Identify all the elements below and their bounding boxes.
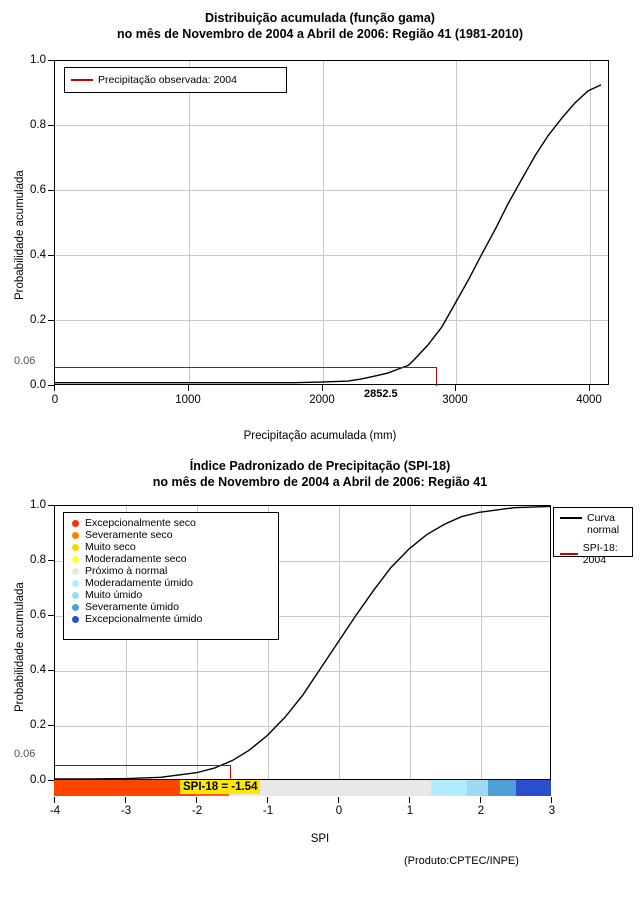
cbar-seg-severamente-umido: [488, 780, 516, 796]
bottom-chart-title: [0, 458, 640, 490]
cbar-seg-excepcionalmente-seco: [54, 780, 196, 796]
legend-item-severamente-umido: [64, 601, 278, 613]
black-line-swatch-icon: [560, 517, 582, 519]
top-y-tick-2: 0.4: [30, 249, 46, 261]
bottom-y-tick-2: 0.4: [30, 664, 46, 676]
legend-item-label: Moderadamente úmido: [85, 577, 193, 589]
red-line-swatch-icon: [71, 79, 93, 81]
legend-item-label: Curva normal: [587, 512, 620, 536]
bottom-x-axis-label: SPI: [310, 833, 330, 845]
category-color-swatch-icon: [72, 532, 79, 539]
top-prob-guide-line: [55, 367, 436, 368]
spi-value-badge: SPI-18 = -1.54: [180, 780, 260, 794]
bottom-y-tick-5: 1.0: [30, 499, 46, 511]
legend-item-label: Severamente seco: [85, 529, 173, 541]
category-color-swatch-icon: [72, 580, 79, 587]
legend-item-muito-umido: [64, 589, 278, 601]
top-y-axis-label: Probabilidade acumulada: [14, 170, 26, 300]
legend-item-label: Próximo à normal: [85, 565, 168, 577]
bottom-x-tick-0: -4: [49, 805, 61, 817]
produto-credit: (Produto:CPTEC/INPE): [404, 855, 519, 867]
bottom-title-line-1: Índice Padronizado de Precipitação (SPI-18): [189, 459, 451, 473]
bottom-x-tick-4: 0: [335, 805, 343, 817]
legend-item-spi-2004: [554, 542, 632, 566]
bottom-value-guide-line: [230, 765, 231, 781]
legend-item-label: SPI-18: 2004: [582, 542, 618, 566]
cbar-seg-moderadamente-umido: [431, 780, 467, 796]
bottom-x-tick-1: -3: [120, 805, 132, 817]
bottom-x-tick-7: 3: [548, 805, 556, 817]
top-legend-row-observed: [65, 74, 286, 86]
bottom-y-tick-4: 0.8: [30, 554, 46, 566]
top-curve: [55, 61, 608, 384]
bottom-category-legend: [63, 512, 279, 640]
red-line-swatch-icon: [560, 553, 578, 555]
top-chart-title: [0, 10, 640, 42]
top-title-line-1: Distribuição acumulada (função gama): [205, 11, 435, 25]
legend-item-excepcionalmente-umido: [64, 613, 278, 625]
cbar-seg-muito-umido: [467, 780, 488, 796]
legend-item-label: Moderadamente seco: [85, 553, 187, 565]
bottom-plot-area: [54, 505, 551, 780]
bottom-prob-label: 0.06: [14, 748, 36, 760]
bottom-y-tick-0: 0.0: [30, 774, 46, 786]
top-legend-label: Precipitação observada: 2004: [98, 74, 237, 86]
category-color-swatch-icon: [72, 616, 79, 623]
top-y-tick-3: 0.6: [30, 184, 46, 196]
category-color-swatch-icon: [72, 520, 79, 527]
cbar-seg-excepcionalmente-umido: [516, 780, 551, 796]
category-color-swatch-icon: [72, 544, 79, 551]
legend-item-proximo-a-normal: [64, 565, 278, 577]
bottom-x-tick-3: -1: [262, 805, 274, 817]
bottom-x-tick-6: 2: [477, 805, 485, 817]
top-y-tick-5: 1.0: [30, 54, 46, 66]
top-x-tick-0: 0: [51, 394, 59, 406]
top-legend: [64, 67, 287, 93]
legend-item-label: Muito seco: [85, 541, 136, 553]
category-color-swatch-icon: [72, 592, 79, 599]
category-color-swatch-icon: [72, 568, 79, 575]
legend-item-muito-seco: [64, 541, 278, 553]
bottom-curve-legend: [553, 507, 633, 566]
top-plot-area: [54, 60, 609, 385]
legend-item-label: Severamente úmido: [85, 601, 179, 613]
legend-item-label: Excepcionalmente seco: [85, 517, 196, 529]
category-color-swatch-icon: [72, 556, 79, 563]
cbar-seg-proximo-a-normal: [359, 780, 431, 796]
legend-item-moderadamente-seco: [64, 553, 278, 565]
top-value-annotation: 2852.5: [364, 388, 398, 400]
top-x-tick-1: 1000: [175, 394, 201, 406]
spi-chart: [0, 450, 640, 900]
legend-item-label: Muito úmido: [85, 589, 143, 601]
legend-item-label: Excepcionalmente úmido: [85, 613, 203, 625]
category-color-swatch-icon: [72, 604, 79, 611]
legend-item-excepcionalmente-seco: [64, 517, 278, 529]
bottom-y-tick-1: 0.2: [30, 719, 46, 731]
top-x-tick-3: 3000: [442, 394, 468, 406]
bottom-y-tick-3: 0.6: [30, 609, 46, 621]
top-x-tick-2: 2000: [309, 394, 335, 406]
top-title-line-2: no mês de Novembro de 2004 a Abril de 2006: Região 41 (1981-2010): [117, 27, 523, 41]
top-y-tick-4: 0.8: [30, 119, 46, 131]
legend-item-moderadamente-umido: [64, 577, 278, 589]
top-prob-label: 0.06: [14, 355, 36, 367]
bottom-title-line-2: no mês de Novembro de 2004 a Abril de 2006: Região 41: [152, 475, 488, 489]
top-value-guide-line: [436, 367, 437, 386]
legend-item-curva-normal: [554, 512, 632, 536]
bottom-prob-guide-line: [55, 765, 230, 766]
top-y-tick-0: 0.0: [30, 379, 46, 391]
bottom-x-tick-5: 1: [406, 805, 414, 817]
bottom-x-tick-2: -2: [191, 805, 203, 817]
top-x-axis-label: Precipitação acumulada (mm): [243, 430, 397, 442]
bottom-y-axis-label: Probabilidade acumulada: [14, 582, 26, 712]
top-x-tick-4: 4000: [576, 394, 602, 406]
top-y-tick-1: 0.2: [30, 314, 46, 326]
legend-item-severamente-seco: [64, 529, 278, 541]
spi-category-color-bar: [54, 780, 551, 796]
